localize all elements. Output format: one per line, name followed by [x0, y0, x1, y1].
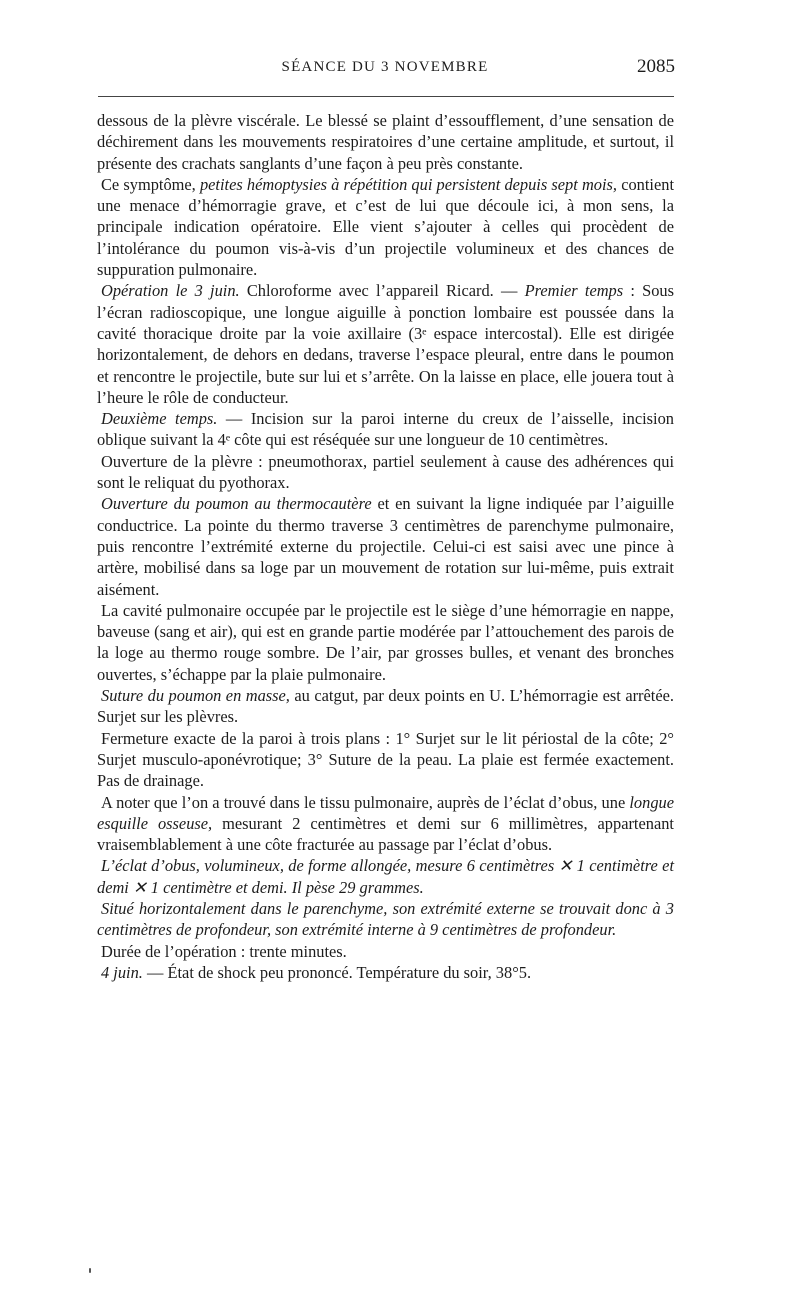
paragraph-10 — [97, 792, 674, 856]
paragraph-10-text-b: mesurant 2 centimètres et demi sur 6 millimètres, appartenant vraisemblablement à une côte fracturée au passage par l’éclat d’obus. — [97, 813, 674, 855]
paragraph-2-text-a: Ce symptôme, — [101, 174, 200, 194]
paragraph-6 — [97, 493, 674, 599]
paragraph-10-text-a: A noter que l’on a trouvé dans le tissu pulmonaire, auprès de l’éclat d’obus, une — [101, 792, 630, 812]
paragraph-4 — [97, 408, 674, 451]
paragraph-3-italic-date: Opération le 3 juin. — [101, 281, 240, 301]
paragraph-6-italic: Ouverture du poumon au thermocautère — [101, 494, 372, 514]
paragraph-2-italic: petites hémoptysies à répétition qui persistent depuis sept mois, — [199, 174, 618, 194]
page-number: 2085 — [637, 56, 675, 77]
paragraph-2-text-b: contient une menace d’hémorragie grave, et c’est de lui que découle ici, à mon sens, la principale indication opératoire. Elle vient s’ajouter à celles qui procèdent de l’intolérance du poumon vis-à-vis d’un projectile volumineux et des chances de suppuration pulmonaire. — [97, 174, 674, 280]
paragraph-1: dessous de la plèvre viscérale. Le blessé se plaint d’essoufflement, d’une sensation de déchirement dans les mouvements respiratoires d’une certaine amplitude, et surtout, il présente des crachats sanglants d’une façon à peu près constante. — [97, 111, 674, 173]
paragraph-3-text-b: : Sous l’écran radioscopique, une longue aiguille à ponction lombaire est poussée dans la cavité thoracique droite par la voie axillaire (3ᵉ espace intercostal). Elle est dirigée horizontalement, de dehors en dedans, traverse l’espace pleural, entre dans le poumon et rencontre le projectile, bute sur lui et s’arrête. On la laisse en place, elle jouera tout à l’heure le rôle de conducteur. — [97, 281, 675, 407]
paragraph-2 — [97, 174, 674, 280]
header-rule — [98, 96, 674, 97]
body-text — [97, 110, 674, 983]
paragraph-8 — [97, 685, 674, 728]
paragraph-11: L’éclat d’obus, volumineux, de forme allongée, mesure 6 centimètres ✕ 1 centimètre et demi ✕ 1 centimètre et demi. Il pèse 29 grammes. — [97, 856, 674, 897]
paragraph-4-text: — Incision sur la paroi interne du creux de l’aisselle, incision oblique suivant la 4ᵉ côte qui est réséquée sur une longueur de 10 centimètres. — [97, 409, 674, 450]
paragraph-10-italic: longue esquille osseuse, — [97, 792, 674, 833]
paragraph-12: Situé horizontalement dans le parenchyme, son extrémité externe se trouvait donc à 3 centimètres de profondeur, son extrémité interne à 9 centimètres de profondeur. — [97, 898, 674, 940]
paragraph-9: Fermeture exacte de la paroi à trois plans : 1° Surjet sur le lit périostal de la côte; 2° Surjet musculo-aponévrotique; 3° Suture de la peau. La plaie est fermée exactement. Pas de drainage. — [97, 728, 674, 791]
paragraph-14-italic-date: 4 juin. — [101, 962, 143, 982]
paragraph-14-text: — État de shock peu prononcé. Température du soir, 38°5. — [142, 962, 532, 982]
paragraph-3-text-a: Chloroforme avec l’appareil Ricard. — — [239, 281, 525, 301]
paragraph-13: Durée de l’opération : trente minutes. — [101, 941, 347, 961]
paragraph-7: La cavité pulmonaire occupée par le projectile est le siège d’une hémorragie en nappe, baveuse (sang et air), qui est en grande partie modérée par l’attouchement des parois de la loge au thermo rouge sombre. De l’air, par grosses bulles, et venant des bronches ouvertes, s’échappe par la plaie pulmonaire. — [97, 600, 674, 684]
paragraph-5: Ouverture de la plèvre : pneumothorax, partiel seulement à cause des adhérences qui sont le reliquat du pyothorax. — [97, 451, 674, 493]
paragraph-8-italic: Suture du poumon en masse, — [101, 686, 290, 706]
paragraph-3-italic-step: Premier temps — [524, 281, 624, 301]
paragraph-6-text: et en suivant la ligne indiquée par l’aiguille conductrice. La pointe du thermo traverse 3 centimètres de parenchyme pulmonaire, puis rencontre l’extrémité externe du projectile. Celui-ci est saisi avec une pince à artère, mobilisé dans sa loge par un mouvement de rotation sur lui-même, puis extrait aisément. — [97, 494, 674, 599]
paragraph-4-italic: Deuxième temps. — [101, 409, 218, 429]
paragraph-14 — [97, 962, 674, 983]
page-header — [95, 56, 675, 83]
ink-speck — [89, 1268, 91, 1273]
running-title: SÉANCE DU 3 NOVEMBRE — [281, 59, 489, 75]
paragraph-8-text: au catgut, par deux points en U. L’hémorragie est arrêtée. Surjet sur les plèvres. — [97, 686, 674, 727]
paragraph-3 — [97, 280, 674, 408]
